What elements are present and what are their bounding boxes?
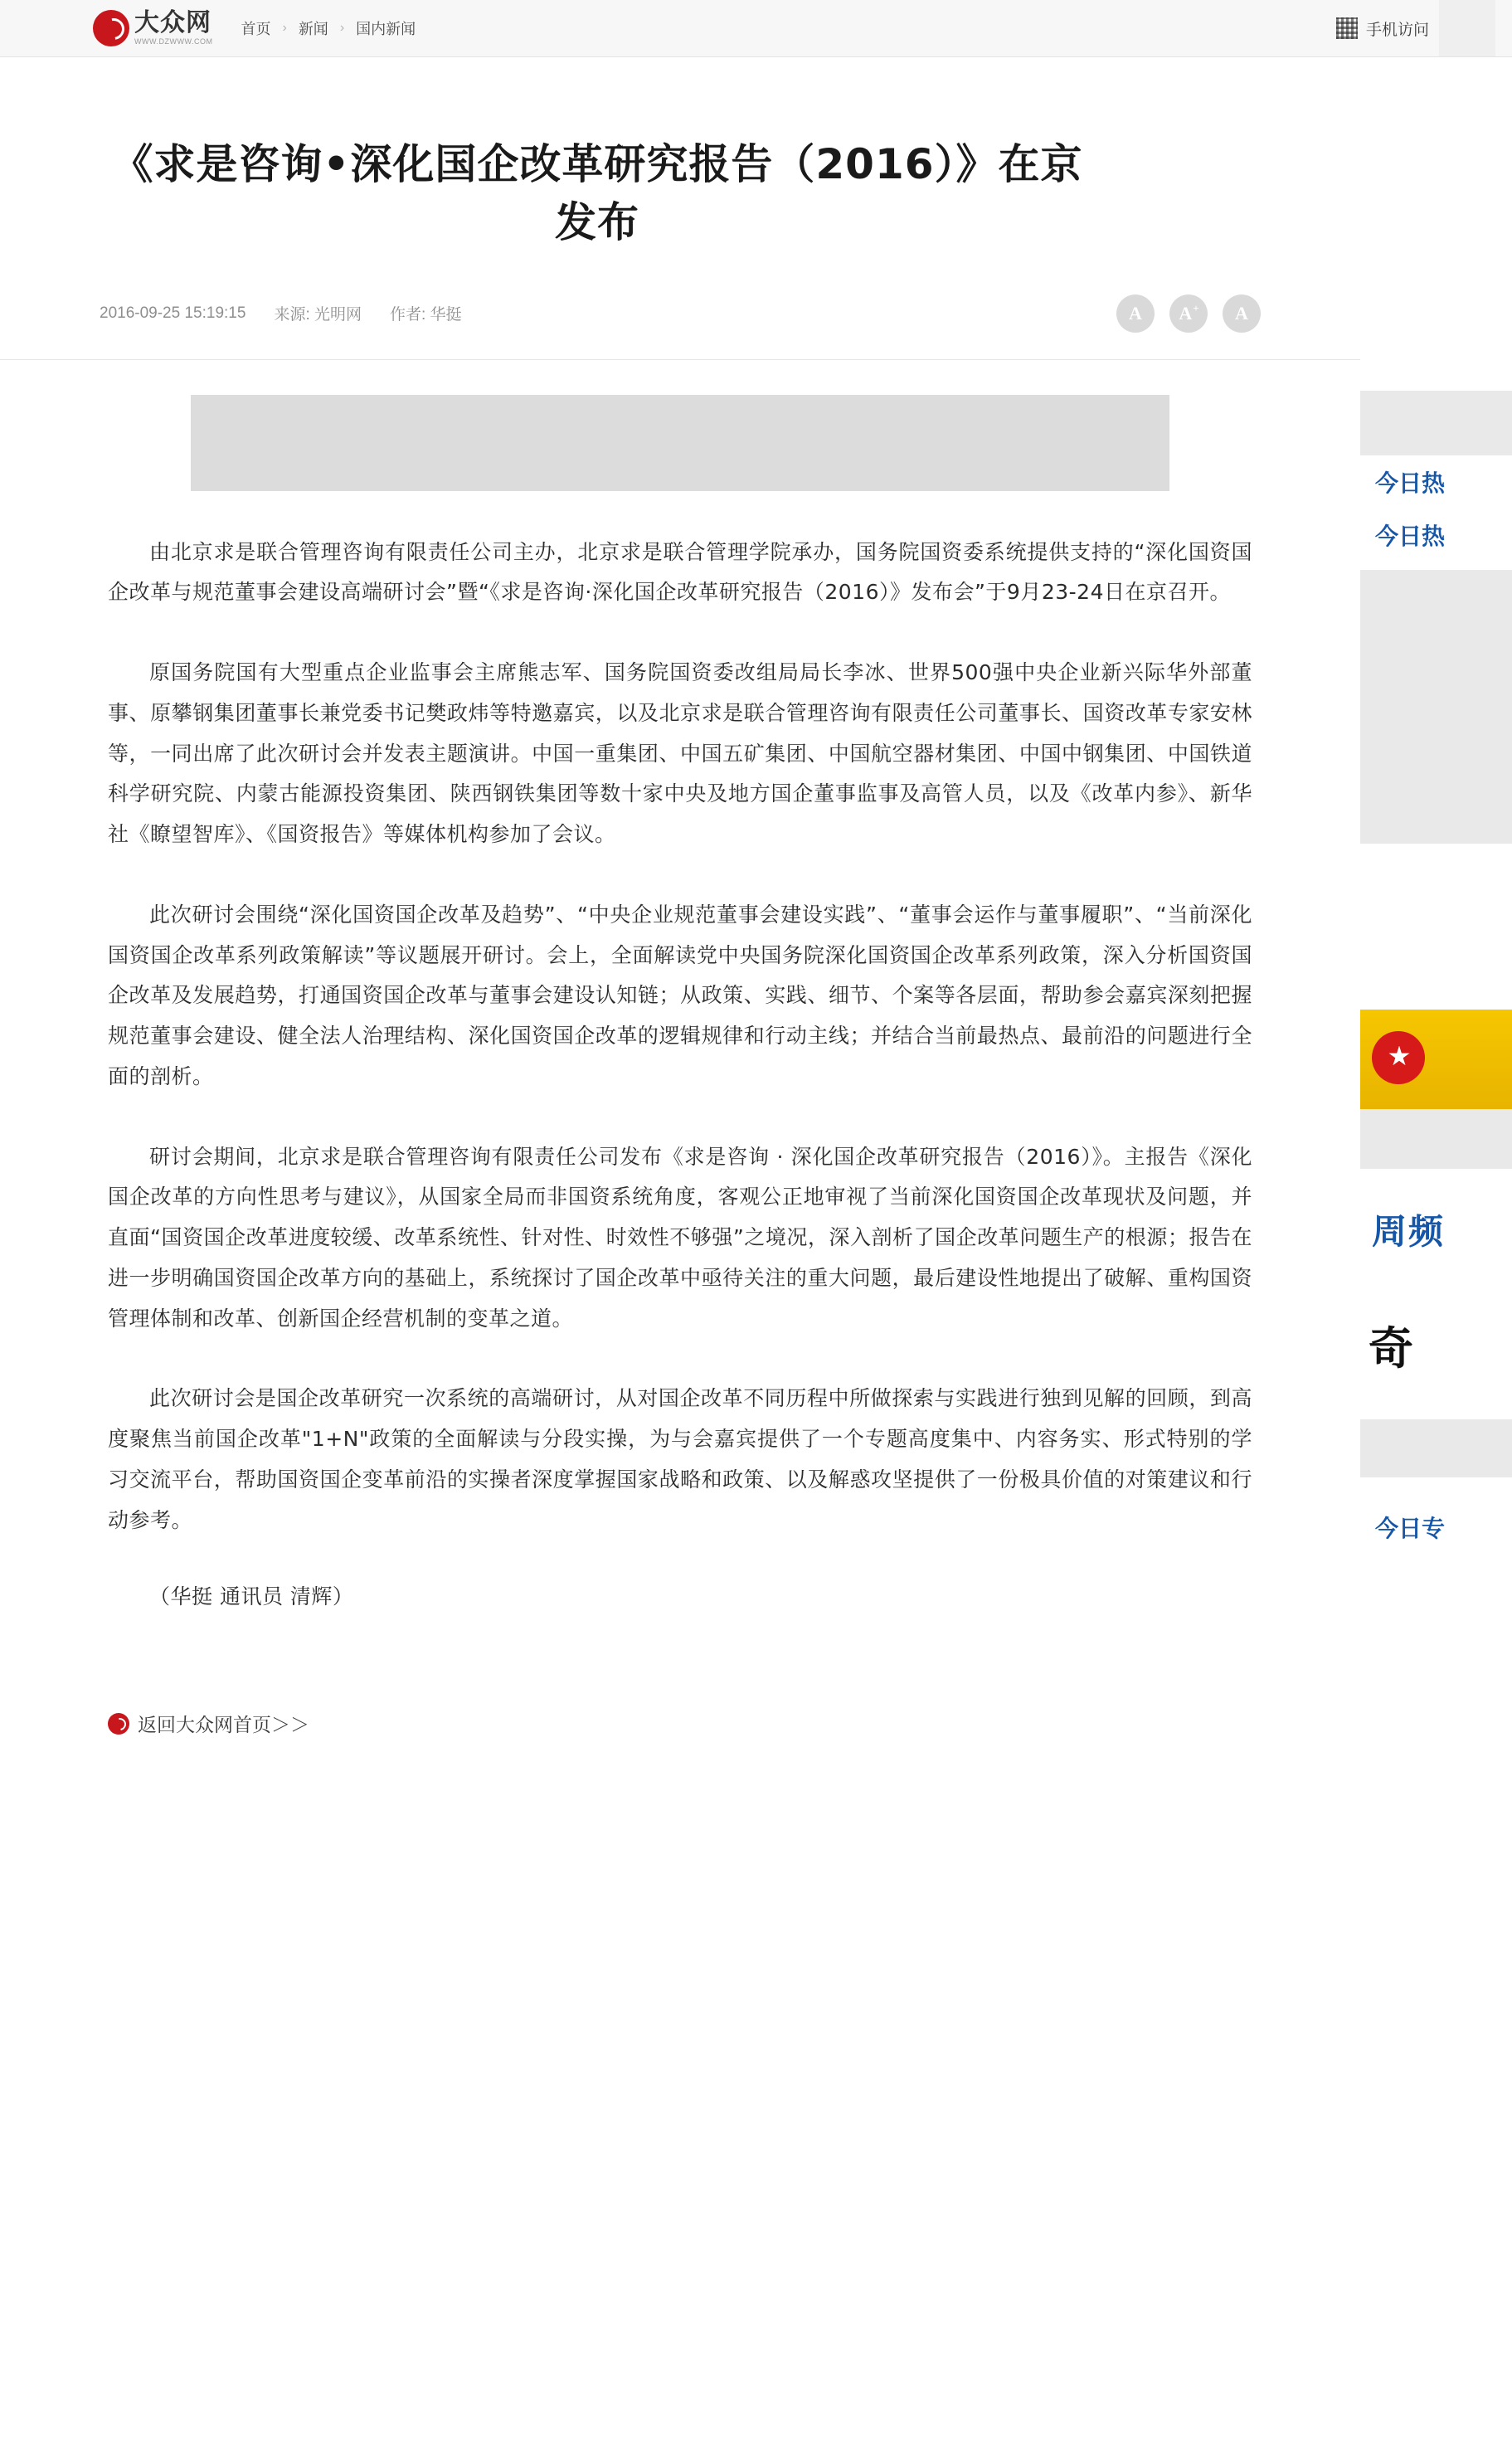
font-size-small-button[interactable] bbox=[1116, 294, 1155, 333]
dzwww-logo-icon bbox=[93, 10, 129, 46]
logo-text-cn: 大众网 bbox=[134, 8, 211, 37]
plus-icon: + bbox=[1193, 301, 1199, 314]
font-size-large-label: A bbox=[1235, 302, 1248, 324]
rail-ad-block[interactable] bbox=[1360, 1419, 1512, 1477]
rail-ad-block[interactable] bbox=[1360, 1109, 1512, 1169]
rail-ad-block[interactable] bbox=[1360, 570, 1512, 844]
publish-date: 2016-09-25 15:19:15 bbox=[100, 304, 246, 322]
rail-ad-star-banner[interactable] bbox=[1360, 1010, 1512, 1109]
article-paragraph: 此次研讨会是国企改革研究一次系统的高端研讨，从对国企改革不同历程中所做探索与实践进行独到见解的回顾，到高度聚焦当前国企改革"1+N"政策的全面解读与分段实操，为与会嘉宾提供了一个专题高度集中、内容务实、形式特别的学习交流平台，帮助国资国企变革前沿的实操者深度掌握国家战略和政策、以及解惑攻坚提供了一份极具价值的对策建议和行动参考。 bbox=[108, 1386, 1252, 1532]
font-size-large-button[interactable] bbox=[1223, 294, 1261, 333]
article-signature: （华挺 通讯员 清辉） bbox=[149, 1584, 354, 1609]
article-paragraph: 由北京求是联合管理咨询有限责任公司主办，北京求是联合管理学院承办，国务院国资委系统提供支持的“深化国资国企改革与规范董事会建设高端研讨会”暨“《求是咨询·深化国企改革研究报告（2016）》发布会”于9月23-24日在京召开。 bbox=[108, 539, 1252, 605]
breadcrumb-item-domestic-news[interactable]: 国内新闻 bbox=[356, 21, 416, 37]
font-size-small-label: A bbox=[1129, 302, 1142, 324]
qr-code-icon[interactable] bbox=[1336, 17, 1358, 39]
font-size-controls bbox=[1116, 294, 1261, 333]
header-ad-placeholder bbox=[1439, 0, 1495, 56]
breadcrumb bbox=[237, 17, 419, 39]
article-source: 来源: 光明网 bbox=[274, 306, 362, 324]
site-logo[interactable] bbox=[93, 10, 212, 46]
article-author: 作者: 华挺 bbox=[390, 306, 462, 324]
dzwww-logo-icon bbox=[108, 1713, 129, 1735]
site-header bbox=[0, 0, 1512, 57]
article-paragraph: 原国务院国有大型重点企业监事会主席熊志军、国务院国资委改组局局长李冰、世界500强中央企业新兴际华外部董事、原攀钢集团董事长兼党委书记樊政炜等特邀嘉宾，以及北京求是联合管理咨询有限责任公司董事长、国资改革专家安林等，一同出席了此次研讨会并发表主题演讲。中国一重集团、中国五矿集团、中国航空器材集团、中国中钢集团、中国铁道科学研究院、内蒙古能源投资集团、陕西钢铁集团等数十家中央及地方国企董事监事及高管人员，以及《改革内参》、新华社《瞭望智库》、《国资报告》等媒体机构参加了会议。 bbox=[108, 660, 1252, 846]
rail-ad-block[interactable] bbox=[1360, 391, 1512, 455]
chevron-right-icon: › bbox=[339, 21, 345, 35]
back-to-home-link[interactable] bbox=[108, 1710, 1360, 1737]
article-meta bbox=[0, 294, 1360, 333]
font-size-medium-label: A bbox=[1179, 302, 1193, 324]
chevron-right-icon: › bbox=[282, 21, 287, 35]
breadcrumb-item-news[interactable]: 新闻 bbox=[298, 21, 328, 37]
rail-ad-qi[interactable]: 奇 bbox=[1360, 1300, 1512, 1391]
article-paragraph: 研讨会期间，北京求是联合管理咨询有限责任公司发布《求是咨询 · 深化国企改革研究报告（2016）》。主报告《深化国企改革的方向性思考与建议》，从国家全局而非国资系统角度，客观公正地审视了当前深化国资国企改革现状及问题，并直面“国资国企改革进度较缓、改革系统性、针对性、时效性不够强”之境况，深入剖析了国企改革问题生产的根源；报告在进一步明确国资国企改革方向的基础上，系统探讨了国企改革中亟待关注的重大问题，最后建设性地提出了破解、重构国资管理体制和改革、创新国企经营机制的变革之道。 bbox=[108, 1144, 1252, 1331]
article-paragraph: 此次研讨会围绕“深化国资国企改革及趋势”、“中央企业规范董事会建设实践”、“董事会运作与董事履职”、“当前深化国资国企改革系列政策解读”等议题展开研讨。会上，全面解读党中央国务院深化国资国企改革系列政策，深入分析国资国企改革及发展趋势，打通国资国企改革与董事会建设认知链；从政策、实践、细节、个案等各层面，帮助参会嘉宾深刻把握规范董事会建设、健全法人治理结构、深化国资国企改革的逻辑规律和行动主线；并结合当前最热点、最前沿的问题进行全面的剖析。 bbox=[108, 902, 1252, 1088]
rail-hot-title-2[interactable]: 今日热 bbox=[1375, 522, 1446, 550]
article-column bbox=[0, 85, 1360, 1738]
breadcrumb-item-home[interactable]: 首页 bbox=[241, 21, 271, 37]
page-title: 《求是咨询•深化国企改革研究报告（2016）》在京发布 bbox=[111, 139, 1083, 246]
rail-top-spacer bbox=[1360, 142, 1512, 391]
back-to-home-label: 返回大众网首页＞＞ bbox=[138, 1714, 309, 1736]
mobile-access-label[interactable]: 手机访问 bbox=[1365, 21, 1429, 39]
right-sidebar bbox=[1360, 142, 1512, 2443]
logo-text-en: WWW.DZWWW.COM bbox=[134, 37, 213, 46]
font-size-medium-button[interactable] bbox=[1169, 294, 1208, 333]
rail-ad-weekly[interactable]: 周频 bbox=[1360, 1192, 1512, 1267]
article-image-placeholder bbox=[191, 395, 1169, 491]
rail-hot-title-1[interactable]: 今日热 bbox=[1375, 469, 1446, 497]
article-content bbox=[0, 360, 1360, 1611]
page-body bbox=[0, 85, 1512, 1738]
rail-hot-title-3[interactable]: 今日专 bbox=[1375, 1514, 1446, 1542]
